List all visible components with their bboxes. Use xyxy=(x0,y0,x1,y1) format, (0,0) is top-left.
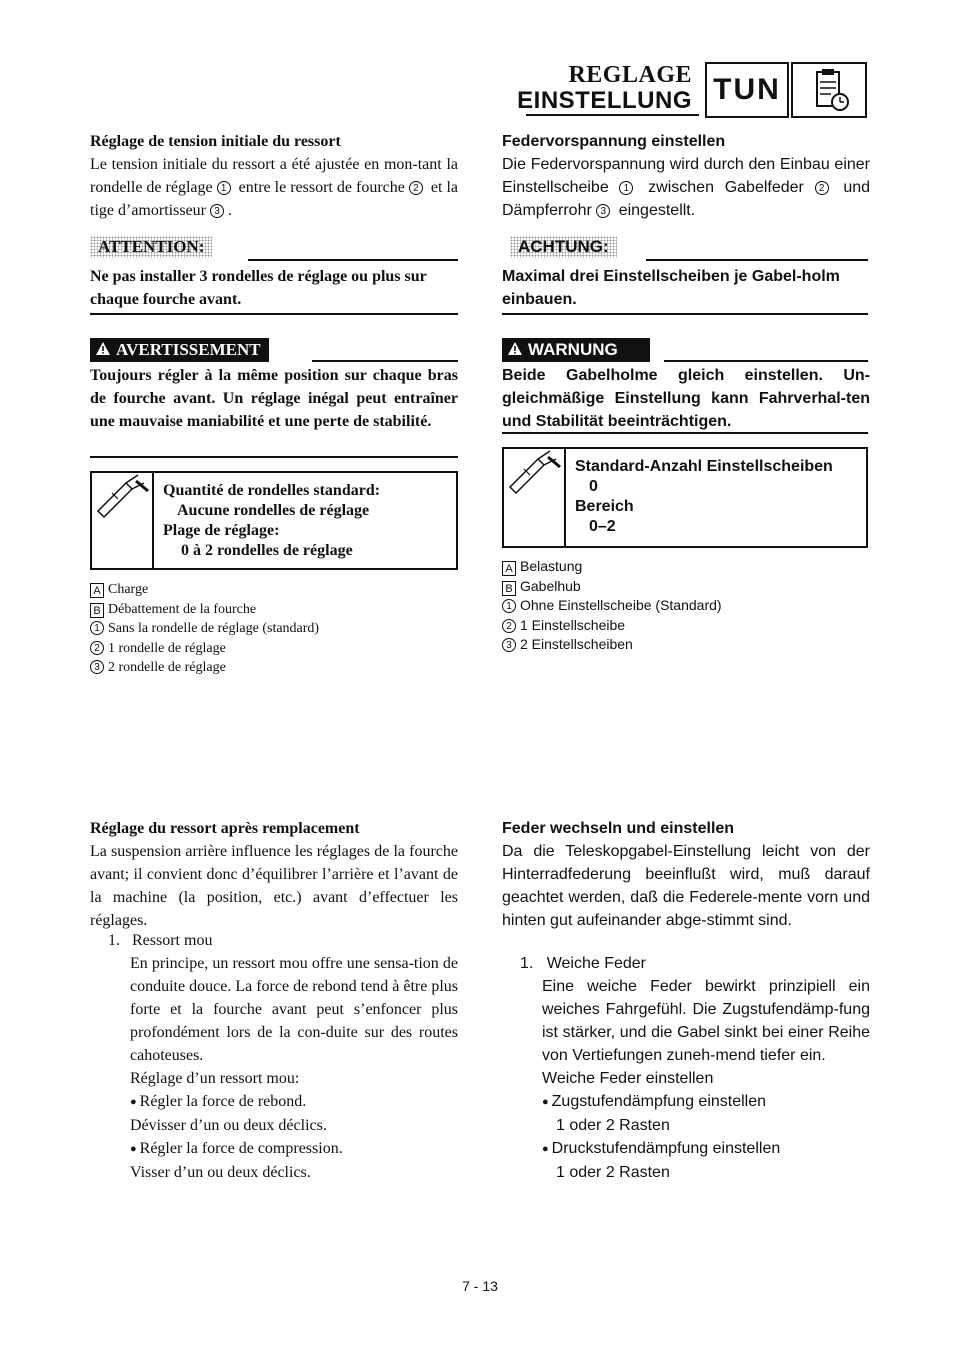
de-bullet-2: ● Druckstufendämpfung einstellen xyxy=(502,1137,870,1161)
fr-spring-title: Réglage du ressort après remplacement xyxy=(90,820,360,837)
marker-b: B xyxy=(502,581,516,596)
marker-3: 3 xyxy=(596,204,610,218)
fr-spec-icon-area xyxy=(92,473,154,568)
de-preload-body xyxy=(502,153,870,222)
section-code-badge: TUN xyxy=(705,62,789,118)
fr-attention-rule xyxy=(248,259,458,261)
de-preload-text-3: und Dämpferrohr xyxy=(502,179,871,219)
fr-spec-line-3: Plage de réglage: xyxy=(163,522,280,539)
de-preload-text-2: zwischen Gabelfeder xyxy=(637,179,815,196)
fr-spec-box xyxy=(90,471,458,570)
fr-item-1-title: 1. Ressort mou xyxy=(108,932,213,949)
de-spec-line-2: 0 xyxy=(589,478,598,495)
de-item-1 xyxy=(502,952,870,1184)
fr-item-1 xyxy=(90,929,458,1184)
marker-2: 2 xyxy=(90,641,104,655)
fr-attention-end-rule xyxy=(90,313,458,315)
de-warning-end-rule xyxy=(502,432,868,434)
caliper-icon xyxy=(92,473,150,568)
de-attention-text: Maximal drei Einstellscheiben je Gabel-holm einbauen. xyxy=(502,268,840,308)
warning-triangle-icon xyxy=(96,338,110,362)
marker-1: 1 xyxy=(502,599,516,613)
marker-3: 3 xyxy=(90,660,104,674)
fr-spec-line-2: Aucune rondelles de réglage xyxy=(177,502,370,519)
header-title-de: EINSTELLUNG xyxy=(517,87,692,114)
de-legend-3: 3 2 Einstellscheiben xyxy=(502,635,868,655)
fr-preload-title: Réglage de tension initiale du ressort xyxy=(90,133,341,150)
fr-preload-text-2: entre le ressort de fourche xyxy=(234,179,409,196)
fr-warning-label: AVERTISSEMENT xyxy=(116,340,261,359)
page-number: 7 - 13 xyxy=(462,1278,498,1294)
fr-legend-b: B Débattement de la fourche xyxy=(90,600,458,620)
de-spec-line-3: Bereich xyxy=(575,498,634,515)
de-legend-2: 2 1 Einstellscheibe xyxy=(502,616,868,636)
de-bullet-2-detail: 1 oder 2 Rasten xyxy=(556,1164,670,1181)
de-spring-title: Feder wechseln und einstellen xyxy=(502,820,735,837)
de-item-1-body: Eine weiche Feder bewirkt prinzipiell ein weiches Fahrgefühl. Die Zugstufendämp-fung ist stärker, und die Gabel sinkt bei einer Reihe von Vertiefungen zuneh-mend tiefer ein. xyxy=(542,978,870,1064)
de-warning-rule xyxy=(664,360,868,362)
de-preload-title: Federvorspannung einstellen xyxy=(502,133,726,150)
de-legend-1: 1 Ohne Einstellscheibe (Standard) xyxy=(502,596,868,616)
header-title-fr: REGLAGE xyxy=(568,62,692,88)
fr-item-1-body: En principe, un ressort mou offre une sensa-tion de conduite douce. La force de rebond tend à être plus forte et la fourche avant peut s’enfoncer plus profondément lors de la con-duite sur des routes cahoteuses. xyxy=(130,955,458,1064)
fr-attention-badge: ATTENTION: xyxy=(90,236,212,258)
fr-preload-text-4: . xyxy=(227,202,232,219)
marker-2: 2 xyxy=(409,181,423,195)
fr-spec-line-4: 0 à 2 rondelles de réglage xyxy=(181,542,353,559)
fr-warning-text: Toujours régler à la même position sur chaque bras de fourche avant. Un réglage inégal peut entraîner une mauvaise maniabilité et une perte de stabilité. xyxy=(90,367,458,430)
de-legend-a: A Belastung xyxy=(502,557,868,577)
de-attention-end-rule xyxy=(502,313,868,315)
de-spec-box xyxy=(502,447,868,548)
fr-bullet-2-detail: Visser d’un ou deux déclics. xyxy=(130,1164,311,1181)
fr-preload-text-1: Le tension initiale du ressort a été ajustée en mon-tant la rondelle de réglage xyxy=(90,156,458,196)
de-attention-rule xyxy=(646,259,868,261)
de-item-1-title: 1. Weiche Feder xyxy=(520,955,646,972)
fr-warning-rule xyxy=(312,360,458,362)
de-spec-line-1: Standard-Anzahl Einstellscheiben xyxy=(575,458,833,475)
de-preload-text-1: Die Federvorspannung wird durch den Einbau einer Einstellscheibe xyxy=(502,156,870,196)
fr-item-1-sub: Réglage d’un ressort mou: xyxy=(130,1070,300,1087)
caliper-icon xyxy=(504,449,562,546)
fr-warning-end-rule xyxy=(90,456,458,458)
de-legend xyxy=(502,557,868,655)
de-bullet-1-detail: 1 oder 2 Rasten xyxy=(556,1117,670,1134)
de-warning-label: WARNUNG xyxy=(528,340,618,359)
de-spec-line-4: 0–2 xyxy=(589,518,616,535)
warning-triangle-icon xyxy=(508,338,522,362)
fr-bullet-2: ● Régler la force de compression. xyxy=(90,1137,458,1161)
fr-spec-line-1: Quantité de rondelles standard: xyxy=(163,482,381,499)
fr-attention-text: Ne pas installer 3 rondelles de réglage ou plus sur chaque fourche avant. xyxy=(90,268,427,308)
fr-preload-body xyxy=(90,153,458,222)
de-spring-body: Da die Teleskopgabel-Einstellung leicht von der Hinterradfederung beeinflußt wird, muß darauf geachtet werden, daß die Federele-mente vorn und hinten gut aufeinander abge-stimmt sind. xyxy=(502,843,870,929)
marker-3: 3 xyxy=(502,638,516,652)
fr-legend-1: 1 Sans la rondelle de réglage (standard) xyxy=(90,619,458,639)
fr-legend xyxy=(90,580,458,678)
header-underline xyxy=(526,114,699,116)
de-item-1-sub: Weiche Feder einstellen xyxy=(542,1070,714,1087)
de-bullet-1: ● Zugstufendämpfung einstellen xyxy=(502,1090,870,1114)
fr-preload-text-3: et la tige d’amortisseur xyxy=(90,179,459,219)
fr-warning-badge xyxy=(90,338,269,362)
de-warning-text: Beide Gabelholme gleich einstellen. Un-gleichmäßige Einstellung kann Fahrverhal-ten und Stabilität beeinträchtigen. xyxy=(502,367,870,430)
de-legend-b: B Gabelhub xyxy=(502,577,868,597)
fr-bullet-1: ● Régler la force de rebond. xyxy=(90,1090,458,1114)
fr-spring-body: La suspension arrière influence les réglages de la fourche avant; il convient donc d’équilibrer l’arrière et l’avant de la machine (la position, etc.) avant d’effectuer les réglages. xyxy=(90,843,458,929)
marker-1: 1 xyxy=(90,621,104,635)
de-attention-badge: ACHTUNG: xyxy=(510,236,617,258)
de-preload-text-4: eingestellt. xyxy=(614,202,696,219)
marker-1: 1 xyxy=(217,181,231,195)
fr-legend-3: 3 2 rondelle de réglage xyxy=(90,658,458,678)
marker-2: 2 xyxy=(502,619,516,633)
fr-bullet-1-detail: Dévisser d’un ou deux déclics. xyxy=(130,1117,327,1134)
marker-3: 3 xyxy=(210,204,224,218)
de-warning-badge xyxy=(502,338,650,362)
marker-a: A xyxy=(502,561,516,576)
clipboard-stopwatch-icon xyxy=(791,62,867,118)
marker-a: A xyxy=(90,583,104,598)
fr-legend-2: 2 1 rondelle de réglage xyxy=(90,639,458,659)
fr-legend-a: A Charge xyxy=(90,580,458,600)
marker-1: 1 xyxy=(619,181,633,195)
de-spec-icon-area xyxy=(504,449,566,546)
marker-2: 2 xyxy=(815,181,829,195)
marker-b: B xyxy=(90,603,104,618)
